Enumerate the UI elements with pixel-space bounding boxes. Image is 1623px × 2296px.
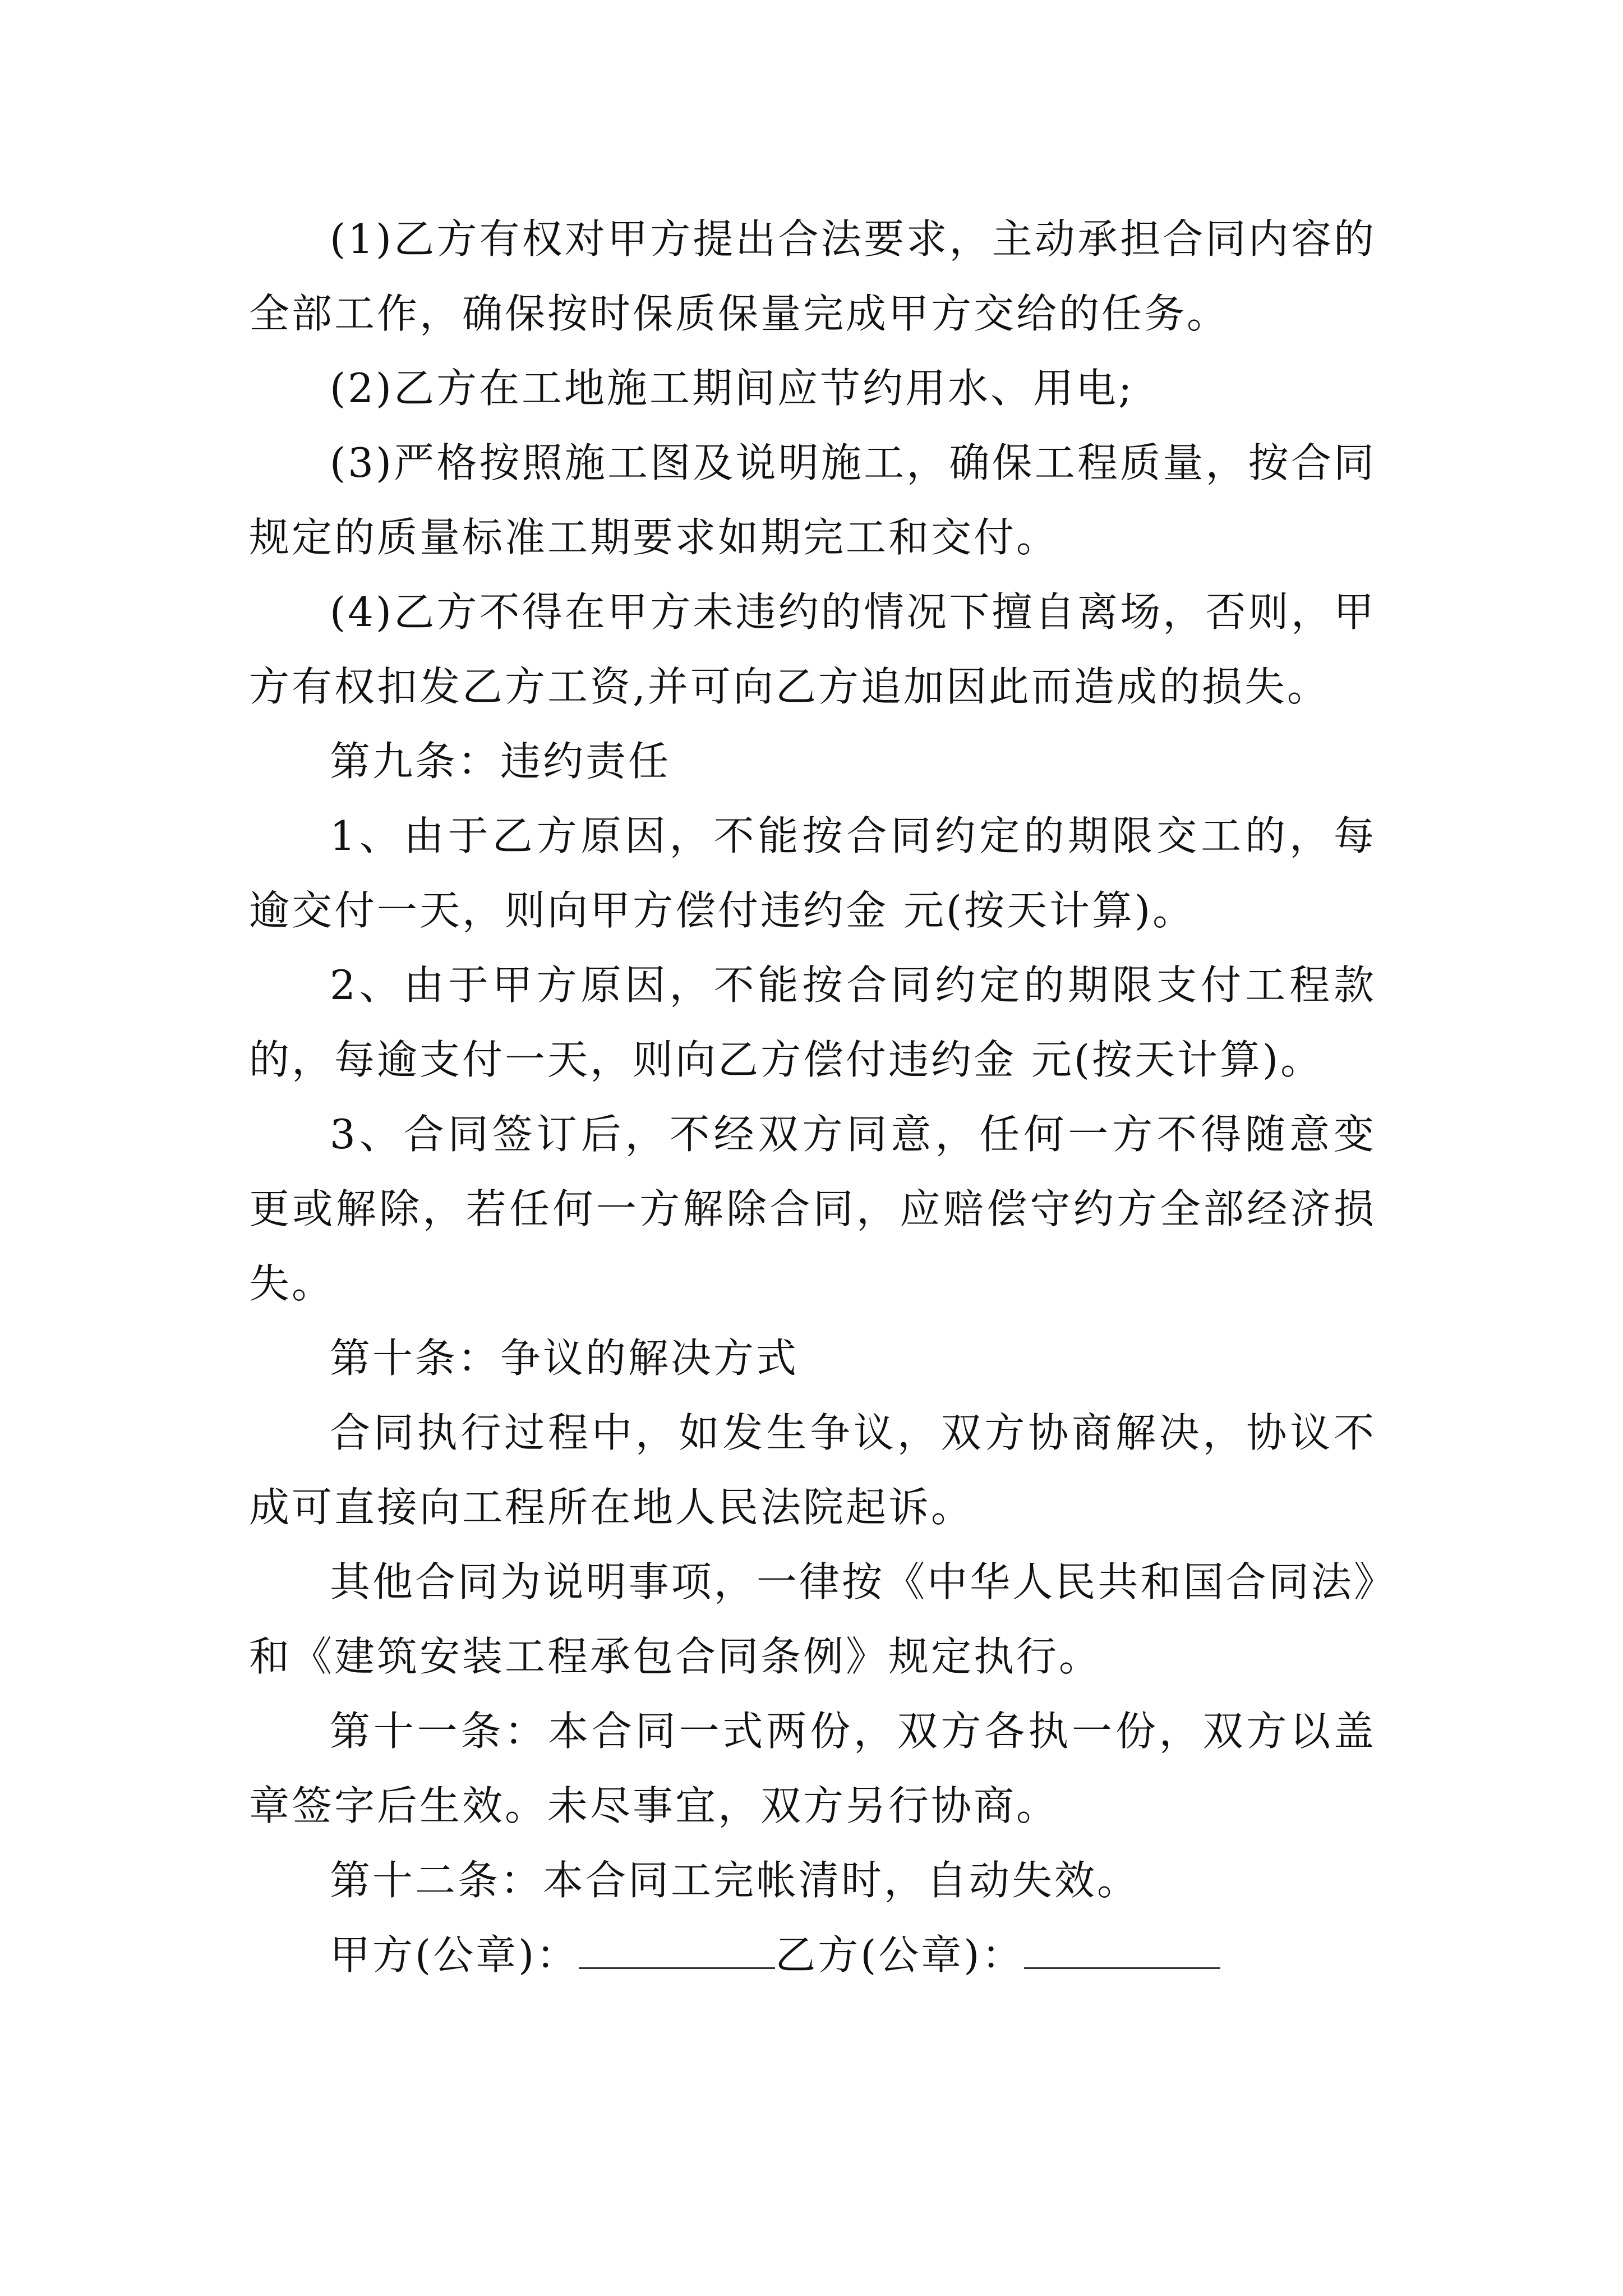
clause-paragraph: 1、由于乙方原因，不能按合同约定的期限交工的，每逾交付一天，则向甲方偿付违约金 元(按天计算)。 (249, 812, 1376, 934)
clause-paragraph: 其他合同为说明事项，一律按《中华人民共和国合同法》和《建筑安装工程承包合同条例》规定执行。 (249, 1558, 1376, 1680)
party-a-signature-blank (579, 1934, 775, 1969)
contract-text (249, 202, 1376, 1993)
clause-paragraph: 合同执行过程中，如发生争议，双方协商解决，协议不成可直接向工程所在地人民法院起诉。 (249, 1409, 1376, 1531)
clause-paragraph: 第十一条：本合同一式两份，双方各执一份，双方以盖章签字后生效。未尽事宜，双方另行协商。 (249, 1708, 1376, 1829)
clause-paragraph: 2、由于甲方原因，不能按合同约定的期限支付工程款的，每逾支付一天，则向乙方偿付违约金 元(按天计算)。 (249, 961, 1376, 1083)
party-b-signature-blank (1024, 1934, 1220, 1969)
party-b-seal-label: 乙方(公章)： (775, 1931, 1025, 1978)
clause-paragraph: (3)严格按照施工图及说明施工，确保工程质量，按合同规定的质量标准工期要求如期完工和交付。 (249, 439, 1376, 561)
clause-paragraph: 第十二条：本合同工完帐清时，自动失效。 (330, 1857, 1140, 1904)
party-a-seal-label: 甲方(公章)： (330, 1931, 579, 1978)
clause-paragraph: (2)乙方在工地施工期间应节约用水、用电; (330, 365, 1135, 412)
section-heading: 第十条：争议的解决方式 (330, 1335, 799, 1382)
clause-paragraph: (4)乙方不得在甲方未违约的情况下擅自离场，否则，甲方有权扣发乙方工资,并可向乙方追加因此而造成的损失。 (249, 588, 1376, 710)
signature-line (249, 1918, 1376, 1993)
clause-paragraph: (1)乙方有权对甲方提出合法要求，主动承担合同内容的全部工作，确保按时保质保量完成甲方交给的任务。 (249, 215, 1376, 337)
clause-paragraph: 3、合同签订后，不经双方同意，任何一方不得随意变更或解除，若任何一方解除合同，应赔偿守约方全部经济损失。 (249, 1111, 1376, 1307)
section-heading: 第九条：违约责任 (330, 738, 671, 785)
